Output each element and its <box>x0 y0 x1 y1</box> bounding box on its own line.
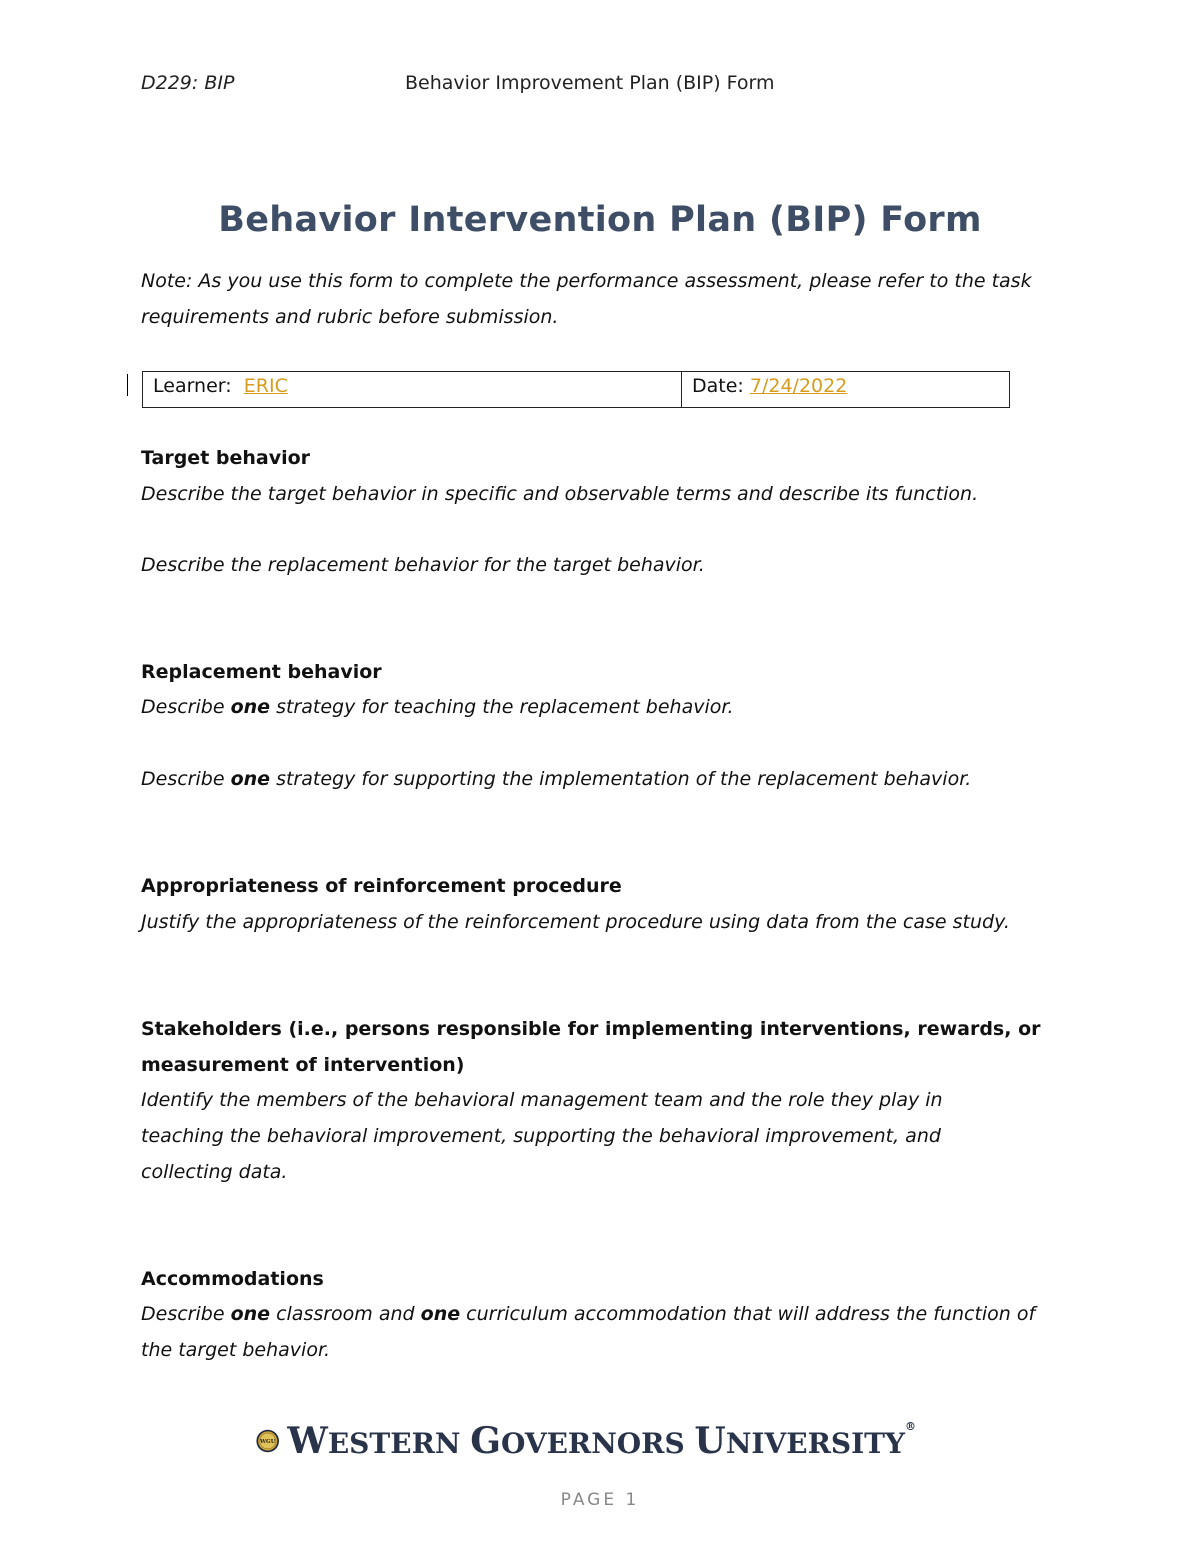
target-behavior-heading: Target behavior <box>141 447 311 469</box>
accommodations-heading: Accommodations <box>141 1268 324 1290</box>
replacement-behavior-heading: Replacement behavior <box>141 661 382 683</box>
learner-value[interactable]: ERIC <box>243 375 288 397</box>
learner-cell[interactable] <box>143 372 682 407</box>
teaching-strategy-prompt: Describe one strategy for teaching the replacement behavior. <box>141 696 734 718</box>
text-cursor <box>127 374 128 396</box>
page-number: PAGE 1 <box>560 1490 640 1510</box>
supporting-strategy-prompt: Describe one strategy for supporting the implementation of the replacement behavior. <box>141 768 972 790</box>
header-course: D229: BIP <box>141 72 235 94</box>
date-label: Date: <box>692 375 744 397</box>
replacement-description-prompt: Describe the replacement behavior for the target behavior. <box>141 554 705 576</box>
page-title: Behavior Intervention Plan (BIP) Form <box>218 200 982 240</box>
note-text: Note: As you use this form to complete the performance assessment, please refer to the task requirements and rubric before submission. <box>141 270 1032 328</box>
reinforcement-heading: Appropriateness of reinforcement procedure <box>141 875 622 897</box>
stakeholders-heading: Stakeholders (i.e., persons responsible for implementing interventions, rewards, or measurement of intervention) <box>141 1018 1041 1076</box>
learner-label: Learner: <box>153 375 232 397</box>
stakeholders-prompt: Identify the members of the behavioral management team and the role they play in teaching the behavioral improvement, supporting the behavioral improvement, and collecting data. <box>141 1089 943 1183</box>
wgu-seal-icon <box>256 1413 279 1469</box>
date-value[interactable]: 7/24/2022 <box>749 375 848 397</box>
header-doc-title: Behavior Improvement Plan (BIP) Form <box>405 72 775 94</box>
date-cell[interactable] <box>682 372 1009 407</box>
target-behavior-prompt: Describe the target behavior in specific and observable terms and describe its function. <box>141 483 979 505</box>
wgu-logo <box>256 1410 916 1472</box>
wgu-wordmark: WESTERN GOVERNORS UNIVERSITY® <box>287 1420 916 1462</box>
svg-text:WGU: WGU <box>259 1439 276 1446</box>
accommodations-prompt: Describe one classroom and one curriculum accommodation that will address the function of the target behavior. <box>141 1303 1036 1361</box>
reinforcement-prompt: Justify the appropriateness of the reinforcement procedure using data from the case study. <box>141 911 1010 933</box>
learner-date-table <box>142 371 1010 408</box>
